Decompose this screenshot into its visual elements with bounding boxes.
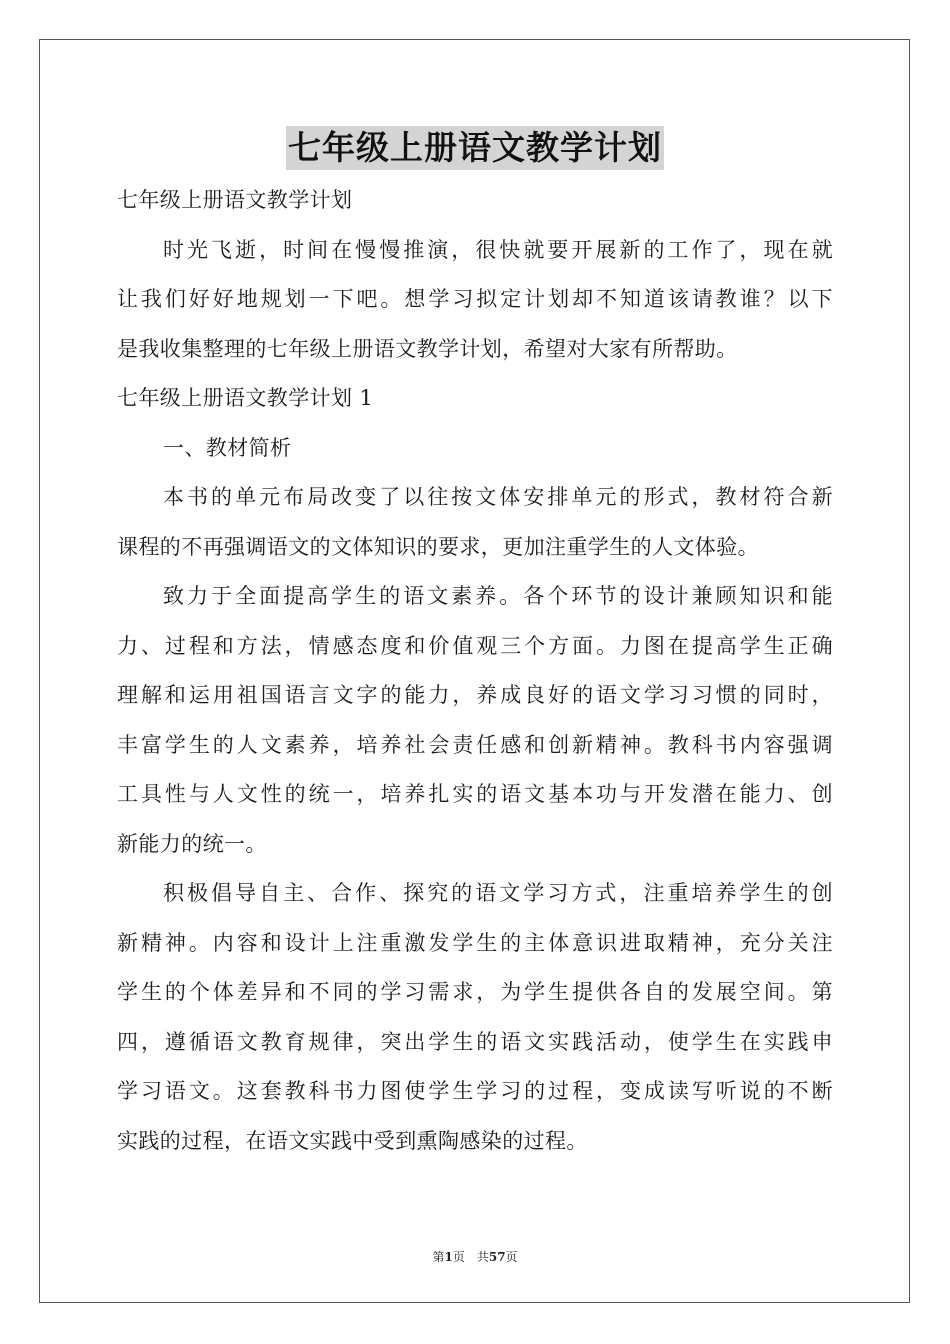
title-wrap	[0, 126, 950, 170]
text-line: 丰富学生的人文素养，培养社会责任感和创新精神。教科书内容强调	[117, 732, 833, 757]
text-line: 一、教材简析	[163, 435, 292, 460]
text-line: 实践的过程，在语文实践中受到熏陶感染的过程。	[117, 1128, 588, 1153]
text-line: 新精神。内容和设计上注重激发学生的主体意识进取精神，充分关注	[117, 930, 833, 955]
text-line: 致力于全面提高学生的语文素养。各个环节的设计兼顾知识和能	[163, 584, 833, 608]
text-line: 时光飞逝，时间在慢慢推演，很快就要开展新的工作了，现在就	[163, 237, 833, 262]
text-line: 让我们好好地规划一下吧。想学习拟定计划却不知道该请教谁？以下	[117, 287, 833, 311]
text-line: 积极倡导自主、合作、探究的语文学习方式，注重培养学生的创	[163, 881, 833, 905]
page-label-prefix: 第	[432, 1250, 445, 1264]
text-line: 学习语文。这套教科书力图使学生学习的过程，变成读写听说的不断	[117, 1079, 833, 1103]
text-line: 课程的不再强调语文的文体知识的要求，更加注重学生的人文体验。	[117, 534, 759, 559]
page-footer	[0, 1248, 950, 1266]
text-line: 本书的单元布局改变了以往按文体安排单元的形式，教材符合新	[163, 485, 833, 509]
text-line: 理解和运用祖国语言文字的能力，养成良好的语文学习习惯的同时，	[117, 683, 833, 707]
document-title: 七年级上册语文教学计划	[286, 126, 664, 170]
document-body	[117, 176, 833, 1166]
text-line: 四，遵循语文教育规律，突出学生的语文实践活动，使学生在实践申	[117, 1029, 833, 1054]
text-line: 七年级上册语文教学计划	[117, 188, 353, 212]
text-line: 工具性与人文性的统一，培养扎实的语文基本功与开发潜在能力、创	[117, 782, 833, 806]
page-label-suffix: 页	[452, 1250, 465, 1264]
text-line: 学生的个体差异和不同的学习需求，为学生提供各自的发展空间。第	[117, 980, 833, 1004]
page-number: 1	[444, 1250, 453, 1264]
text-line: 是我收集整理的七年级上册语文教学计划，希望对大家有所帮助。	[117, 336, 738, 361]
total-label-prefix: 共	[476, 1250, 489, 1264]
total-pages: 57	[488, 1250, 506, 1264]
total-label-suffix: 页	[505, 1250, 518, 1264]
text-line: 七年级上册语文教学计划 1	[117, 386, 374, 410]
text-line: 新能力的统一。	[117, 831, 267, 856]
text-line: 力、过程和方法，情感态度和价值观三个方面。力图在提高学生正确	[117, 633, 833, 658]
